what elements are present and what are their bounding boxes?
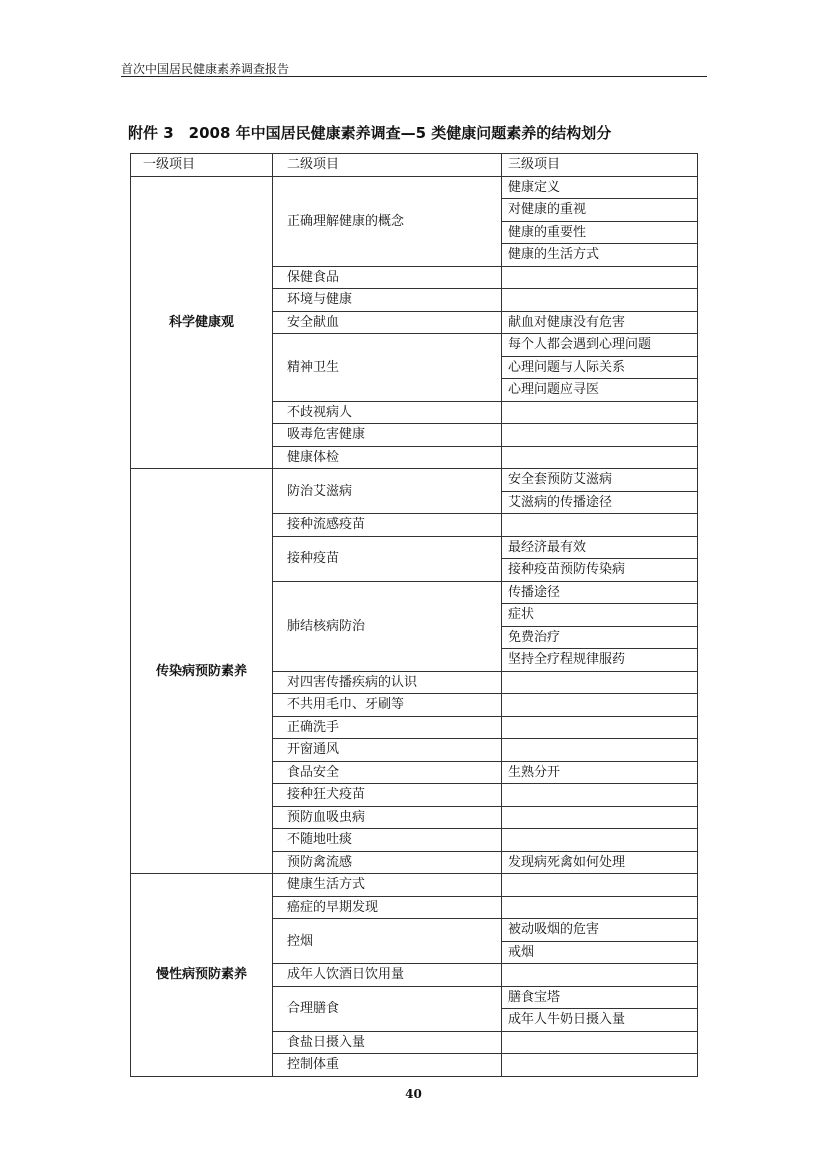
level3-cell [502,424,698,447]
level3-cell [502,446,698,469]
level3-cell [502,739,698,762]
level2-cell: 控制体重 [273,1054,502,1077]
page-number: 40 [405,1087,422,1101]
level3-cell: 坚持全疗程规律服药 [502,649,698,672]
level2-cell: 预防血吸虫病 [273,806,502,829]
level3-cell [502,289,698,312]
level3-cell: 每个人都会遇到心理问题 [502,334,698,357]
level2-cell: 吸毒危害健康 [273,424,502,447]
level3-cell: 被动吸烟的危害 [502,919,698,942]
level3-cell [502,896,698,919]
running-header: 首次中国居民健康素养调查报告 [121,62,290,76]
level3-cell: 艾滋病的传播途径 [502,491,698,514]
level3-cell: 心理问题应寻医 [502,379,698,402]
level3-cell: 健康定义 [502,176,698,199]
level1-cell: 科学健康观 [131,176,273,469]
level3-cell: 健康的生活方式 [502,244,698,267]
level3-cell: 免费治疗 [502,626,698,649]
level3-cell: 传播途径 [502,581,698,604]
level3-cell [502,716,698,739]
level2-cell: 保健食品 [273,266,502,289]
table-row [131,469,698,492]
table-row [131,874,698,897]
level3-cell: 症状 [502,604,698,627]
level2-cell: 健康生活方式 [273,874,502,897]
level3-cell [502,694,698,717]
level3-cell: 戒烟 [502,941,698,964]
level2-cell: 对四害传播疾病的认识 [273,671,502,694]
level3-cell [502,1054,698,1077]
level2-cell: 正确洗手 [273,716,502,739]
level3-cell: 接种疫苗预防传染病 [502,559,698,582]
header-rule [121,76,707,77]
level3-cell [502,829,698,852]
level2-cell: 开窗通风 [273,739,502,762]
header-level2: 二级项目 [273,154,502,177]
level3-cell: 献血对健康没有危害 [502,311,698,334]
level2-cell: 防治艾滋病 [273,469,502,514]
level3-cell: 安全套预防艾滋病 [502,469,698,492]
level3-cell [502,514,698,537]
level3-cell [502,806,698,829]
level2-cell: 不歧视病人 [273,401,502,424]
level3-cell [502,671,698,694]
level3-cell: 生熟分开 [502,761,698,784]
level2-cell: 安全献血 [273,311,502,334]
level3-cell [502,964,698,987]
header-level3: 三级项目 [502,154,698,177]
level2-cell: 正确理解健康的概念 [273,176,502,266]
level2-cell: 接种流感疫苗 [273,514,502,537]
level2-cell: 合理膳食 [273,986,502,1031]
level2-cell: 健康体检 [273,446,502,469]
table-body [131,176,698,1076]
structure-table [130,153,698,1077]
level2-cell: 预防禽流感 [273,851,502,874]
level3-cell [502,874,698,897]
table-row [131,176,698,199]
level3-cell [502,266,698,289]
level3-cell: 健康的重要性 [502,221,698,244]
level2-cell: 成年人饮酒日饮用量 [273,964,502,987]
level3-cell [502,401,698,424]
level3-cell: 心理问题与人际关系 [502,356,698,379]
level2-cell: 接种疫苗 [273,536,502,581]
level2-cell: 环境与健康 [273,289,502,312]
level3-cell: 发现病死禽如何处理 [502,851,698,874]
level3-cell [502,1031,698,1054]
level3-cell: 最经济最有效 [502,536,698,559]
level2-cell: 肺结核病防治 [273,581,502,671]
level2-cell: 控烟 [273,919,502,964]
level3-cell: 对健康的重视 [502,199,698,222]
level2-cell: 癌症的早期发现 [273,896,502,919]
level1-cell: 传染病预防素养 [131,469,273,874]
header-level1: 一级项目 [131,154,273,177]
table-header-row [131,154,698,177]
level3-cell [502,784,698,807]
level2-cell: 食品安全 [273,761,502,784]
table-title: 附件 3 2008 年中国居民健康素养调查—5 类健康问题素养的结构划分 [128,124,612,142]
level2-cell: 接种狂犬疫苗 [273,784,502,807]
level3-cell: 成年人牛奶日摄入量 [502,1009,698,1032]
level3-cell: 膳食宝塔 [502,986,698,1009]
level2-cell: 食盐日摄入量 [273,1031,502,1054]
level2-cell: 精神卫生 [273,334,502,402]
level1-cell: 慢性病预防素养 [131,874,273,1077]
level2-cell: 不随地吐痰 [273,829,502,852]
level2-cell: 不共用毛巾、牙刷等 [273,694,502,717]
